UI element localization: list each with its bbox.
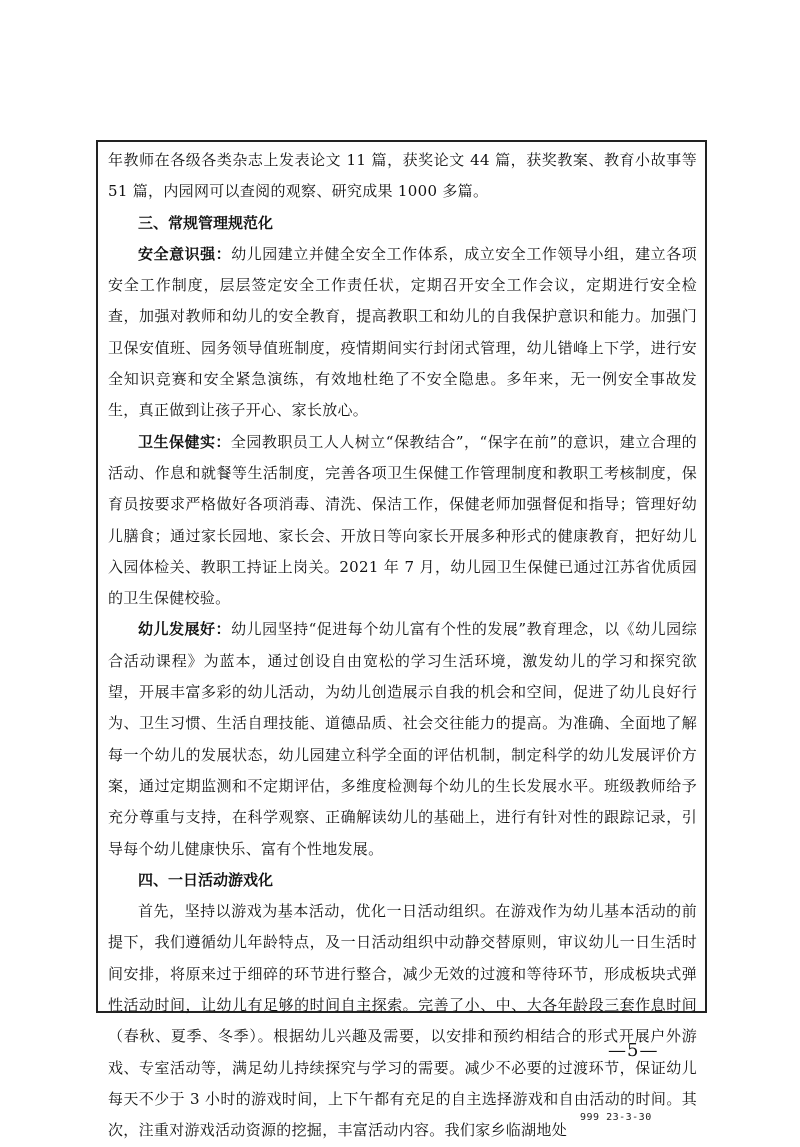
paragraph-activities: 首先，坚持以游戏为基本活动，优化一日活动组织。在游戏作为幼儿基本活动的前提下，我们遵循幼儿年龄特点，及一日活动组织中动静交替原则，审议幼儿一日生活时间安排，将原来过于细碎的环节进行整合，减少无效的过渡和等待环节，形成板块式弹性活动时间，让幼儿有足够的时间自主探索。完善了小、中、大各年龄段三套作息时间（春秋、夏季、冬季）。根据幼儿兴趣及需要，以安排和预约相结合的形式开展户外游戏、专室活动等，满足幼儿持续探究与学习的需要。减少不必要的过渡环节，保证幼儿每天不少于 3 小时的游戏时间，上下午都有充足的自主选择游戏和自由活动的时间。其次，注重对游戏活动资源的挖掘，丰富活动内容。我们家乡临湖地处 [108, 902, 697, 1140]
safety-text: 幼儿园建立并健全安全工作体系，成立安全工作领导小组，建立各项安全工作制度，层层签定安全工作责任状，定期召开安全工作会议，定期进行安全检查，加强对教师和幼儿的安全教育，提高教职工和幼儿的自我保护意识和能力。加强门卫保安值班、园务领导值班制度，疫情期间实行封闭式管理，幼儿错峰上下学，进行安全知识竞赛和安全紧急演练，有效地杜绝了不安全隐患。多年来，无一例安全事故发生，真正做到让孩子开心、家长放心。 [108, 244, 697, 420]
health-lead: 卫生保健实： [138, 432, 231, 451]
scan-stamp: 999 23-3-30 [580, 1112, 652, 1123]
development-lead: 幼儿发展好： [138, 620, 232, 639]
development-text: 幼儿园坚持“促进每个幼儿富有个性的发展”教育理念，以《幼儿园综合活动课程》为蓝本，通过创设自由宽松的学习生活环境，激发幼儿的学习和探究欲望，开展丰富多彩的幼儿活动，为幼儿创造展示自我的机会和空间，促进了幼儿良好行为、卫生习惯、生活自理技能、道德品质、社会交往能力的提高。为准确、全面地了解每一个幼儿的发展状态，幼儿园建立科学全面的评估机制，制定科学的幼儿发展评价方案，通过定期监测和不定期评估，多维度检测每个幼儿的生长发展水平。班级教师给予充分尊重与支持，在科学观察、正确解读幼儿的基础上，进行有针对性的跟踪记录，引导每个幼儿健康快乐、富有个性地发展。 [108, 620, 697, 858]
health-text: 全园教职员工人人树立“保教结合”，“保字在前”的意识，建立合理的活动、作息和就餐等生活制度，完善各项卫生保健工作管理制度和教职工考核制度，保育员按要求严格做好各项消毒、清洗、保洁工作，保健老师加强督促和指导；管理好幼儿膳食；通过家长园地、家长会、开放日等向家长开展多种形式的健康教育，把好幼儿入园体检关、教职工持证上岗关。2021 年 7 月，幼儿园卫生保健已通过江苏省优质园的卫生保健校验。 [108, 432, 697, 608]
page-number: —5— [608, 1040, 659, 1061]
section-heading-daily-activities: 四、一日活动游戏化 [138, 870, 274, 889]
paragraph-development [108, 614, 697, 864]
section-heading-routine-management: 三、常规管理规范化 [138, 213, 274, 232]
safety-lead: 安全意识强： [138, 244, 232, 263]
paragraph-health [108, 427, 697, 615]
paragraph-safety [108, 239, 697, 427]
paragraph-continuation: 年教师在各级各类杂志上发表论文 11 篇，获奖论文 44 篇，获奖教案、教育小故事等 51 篇，内园网可以查阅的观察、研究成果 1000 多篇。 [108, 151, 697, 201]
